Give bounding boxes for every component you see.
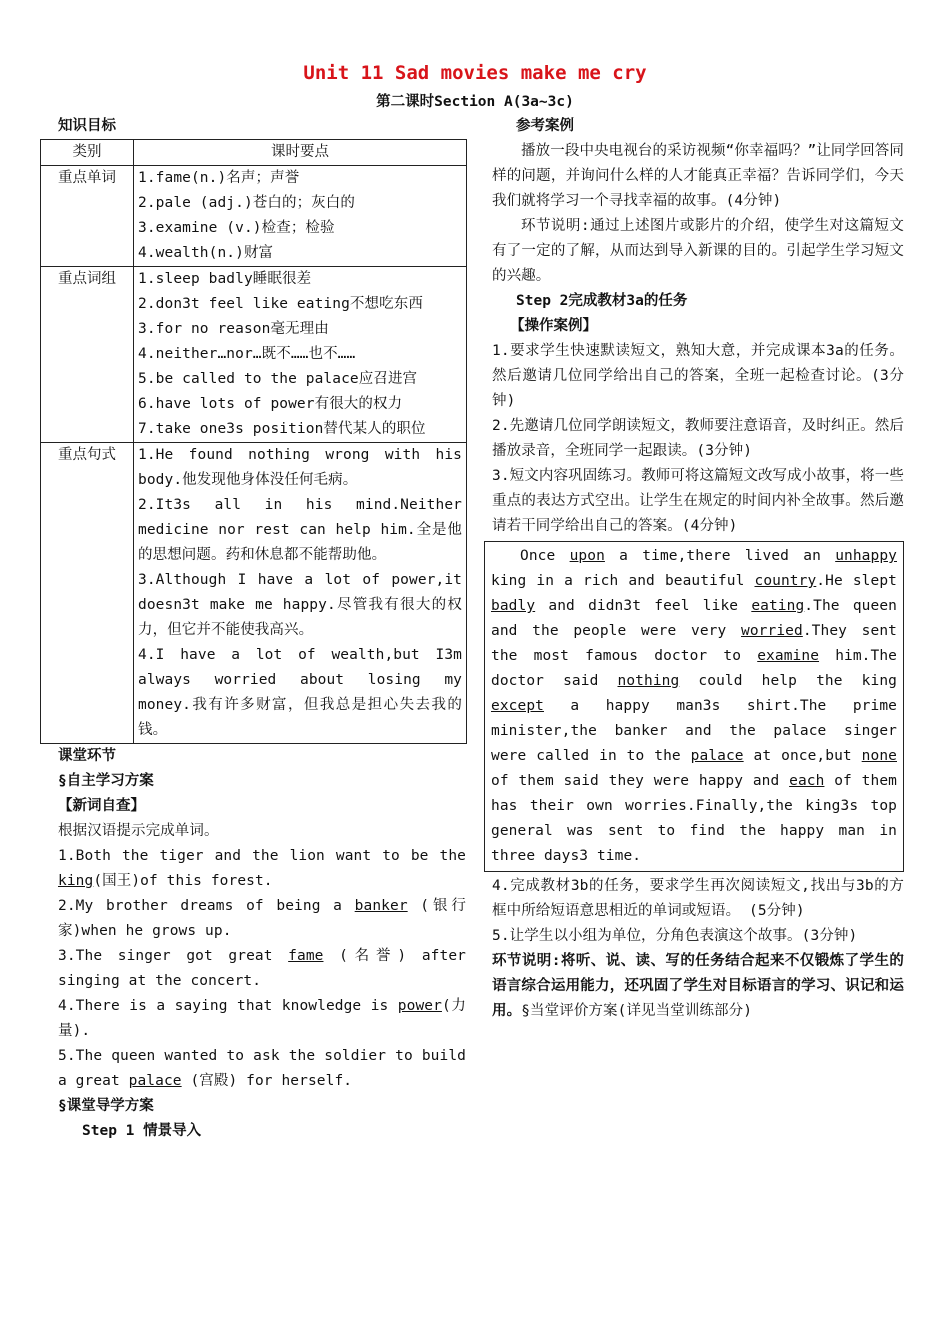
category-cell: 重点句式 <box>41 443 134 744</box>
list-item: 7.take one3s position替代某人的职位 <box>138 421 426 437</box>
exercise-item <box>58 994 466 1044</box>
knowledge-table <box>40 139 467 744</box>
classroom-heading: 课堂环节 <box>58 748 116 764</box>
exercise-text: 1.Both the tiger and the lion want to be the <box>58 848 466 864</box>
list-item: 3.examine (v.)检查；检验 <box>138 220 335 236</box>
list-item: 2.pale (adj.)苍白的；灰白的 <box>138 195 355 211</box>
final-note <box>492 949 904 1024</box>
story-fragment: king in a rich and beautiful <box>491 573 755 589</box>
task-item: 3.短文内容巩固练习。教师可将这篇短文改写成小故事，将一些重点的表达方式空出。让学生在规定的时间内补全故事。然后邀请若干同学给出自己的答案。(4分钟) <box>492 468 904 534</box>
exercise-text: (国王)of this forest. <box>93 873 273 889</box>
exercise-text: 4.There is a saying that knowledge is <box>58 998 398 1014</box>
story-blank-answer: country <box>754 573 817 589</box>
list-item: 3.Although I have a lot of power,it doesn3t make me happy.尽管我有很大的权力，但它并不能使我高兴。 <box>138 572 462 638</box>
exercise-item <box>58 894 466 944</box>
intro-note: 环节说明:通过上述图片或影片的介绍，使学生对这篇短文有了一定的了解，从而达到导入新课的目的。引起学生学习短文的兴趣。 <box>492 218 904 284</box>
points-cell <box>134 166 467 267</box>
step1-heading: Step 1 情景导入 <box>82 1123 202 1139</box>
task-item: 2.先邀请几位同学朗读短文，教师要注意语音，及时纠正。然后播放录音，全班同学一起跟读。(3分钟) <box>492 418 904 459</box>
category-cell: 重点词组 <box>41 267 134 443</box>
exercise-answer: banker <box>354 898 408 914</box>
table-row <box>41 267 467 443</box>
points-cell <box>134 443 467 744</box>
list-item: 4.neither…nor…既不……也不…… <box>138 346 356 362</box>
guide-heading: §课堂导学方案 <box>58 1098 154 1114</box>
story-blank-answer: palace <box>690 748 744 764</box>
exercise-item <box>58 844 466 894</box>
story-blank-answer: except <box>491 698 544 714</box>
task-item: 1.要求学生快速默读短文，熟知大意，并完成课本3a的任务。然后邀请几位同学给出自己的答案，全班一起检查讨论。(3分钟) <box>492 343 904 409</box>
story-fragment: and didn3t feel like <box>535 598 752 614</box>
exercise-text: (力量). <box>58 998 466 1039</box>
table-header-row <box>41 140 467 166</box>
story-fragment: a time,there lived an <box>604 548 836 564</box>
story-blank-answer: worried <box>741 623 803 639</box>
points-cell <box>134 267 467 443</box>
new-words-heading: 【新词自查】 <box>58 798 145 814</box>
story-blank-answer: each <box>789 773 825 789</box>
page-subtitle: 第二课时Section A(3a~3c) <box>376 94 574 110</box>
task-item: 4.完成教材3b的任务，要求学生再次阅读短文,找出与3b的方框中所给短语意思相近的单词或短语。 (5分钟) <box>492 878 904 919</box>
story-blank-answer: unhappy <box>835 548 897 564</box>
col-points-header: 课时要点 <box>134 140 467 166</box>
story-fragment: .The queen and the people were very <box>491 598 897 639</box>
list-item: 5.be called to the palace应召进宫 <box>138 371 418 387</box>
story-fragment: a happy man3s shirt.The prime minister,the banker and the palace singer were called in to the <box>491 698 897 764</box>
exercise-text: (名誉) after singing at the concert. <box>58 948 466 989</box>
story-fragment: of them has their own worries.Finally,the king3s top general was sent to find the happy man in three days3 time. <box>491 773 897 864</box>
final-note-rest: §当堂评价方案(详见当堂训练部分) <box>521 1003 753 1019</box>
exercise-answer: power <box>397 998 442 1014</box>
reference-heading: 参考案例 <box>516 118 574 134</box>
exercise-answer: king <box>58 873 94 889</box>
exercise-text: 3.The singer got great <box>58 948 289 964</box>
story-blank-answer: badly <box>491 598 536 614</box>
final-note-bold: 环节说明:将听、说、读、写的任务结合起来不仅锻炼了学生的语言综合运用能力，还巩固了学生对目标语言的学习、识记和运用。 <box>492 953 904 1019</box>
task-item: 5.让学生以小组为单位，分角色表演这个故事。(3分钟) <box>492 928 858 944</box>
table-row <box>41 166 467 267</box>
list-item: 6.have lots of power有很大的权力 <box>138 396 403 412</box>
exercise-item <box>58 944 466 994</box>
op-case-heading: 【操作案例】 <box>510 318 597 334</box>
knowledge-heading: 知识目标 <box>58 118 116 134</box>
exercise-text: 5.The queen wanted to ask the soldier to build a great <box>58 1048 466 1089</box>
step2-heading: Step 2完成教材3a的任务 <box>516 293 688 309</box>
story-fragment: could help the king <box>679 673 897 689</box>
story-fragment: .They sent the most famous doctor to <box>491 623 897 664</box>
list-item: 1.fame(n.)名声；声誉 <box>138 170 300 186</box>
exercise-list <box>40 844 466 1094</box>
list-item: 1.He found nothing wrong with his body.他发现他身体没任何毛病。 <box>138 447 462 488</box>
page-title: Unit 11 Sad movies make me cry <box>303 62 647 84</box>
list-item: 4.wealth(n.)财富 <box>138 245 274 261</box>
story-blank-answer: eating <box>751 598 805 614</box>
story-fragment: him.The doctor said <box>491 648 897 689</box>
story-fragment: at once,but <box>743 748 862 764</box>
left-column <box>40 114 466 1144</box>
table-row <box>41 443 467 744</box>
story-blank-answer: none <box>861 748 897 764</box>
exercise-item <box>58 1044 466 1094</box>
story-text <box>491 544 897 869</box>
exercise-text: 2.My brother dreams of being a <box>58 898 355 914</box>
exercise-text: (宫殿) for herself. <box>181 1073 353 1089</box>
right-column <box>492 114 904 1024</box>
story-blank-answer: examine <box>757 648 820 664</box>
story-box <box>484 541 904 872</box>
exercise-text: (银行家)when he grows up. <box>58 898 466 939</box>
story-fragment: .He slept <box>816 573 898 589</box>
list-item: 4.I have a lot of wealth,but I3m always worried about losing my money.我有许多财富，但我总是担心失去我的钱。 <box>138 647 462 738</box>
self-study-heading: §自主学习方案 <box>58 773 154 789</box>
exercise-instruction: 根据汉语提示完成单词。 <box>58 823 219 839</box>
intro-paragraph: 播放一段中央电视台的采访视频“你幸福吗？”让同学回答同样的问题，并询问什么样的人才能真正幸福？告诉同学们，今天我们就将学习一个寻找幸福的故事。(4分钟) <box>492 143 904 209</box>
list-item: 3.for no reason毫无理由 <box>138 321 329 337</box>
story-fragment: Once <box>520 548 570 564</box>
story-blank-answer: nothing <box>617 673 680 689</box>
story-fragment: of them said they were happy and <box>491 773 790 789</box>
category-cell: 重点单词 <box>41 166 134 267</box>
list-item: 1.sleep badly睡眠很差 <box>138 271 312 287</box>
list-item: 2.It3s all in his mind.Neither medicine nor rest can help him.全是他的思想问题。药和休息都不能帮助他。 <box>138 497 462 563</box>
list-item: 2.don3t feel like eating不想吃东西 <box>138 296 423 312</box>
exercise-answer: palace <box>128 1073 182 1089</box>
col-category-header: 类别 <box>41 140 134 166</box>
story-blank-answer: upon <box>569 548 605 564</box>
exercise-answer: fame <box>288 948 324 964</box>
